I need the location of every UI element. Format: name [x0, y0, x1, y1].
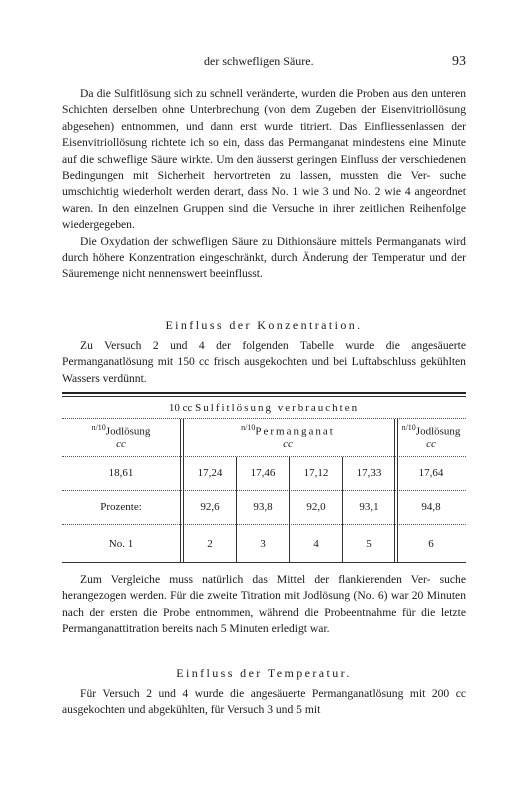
row-divider — [62, 490, 466, 491]
col-divider — [342, 457, 343, 562]
caption-divider — [62, 418, 466, 419]
table-cell: 3 — [260, 538, 266, 550]
table-cell: 18,61 — [108, 467, 134, 479]
table-cell: 94,8 — [421, 501, 441, 513]
table-cell: 17,12 — [303, 467, 329, 479]
col-unit-right: cc — [426, 438, 436, 450]
table-top-rule — [62, 392, 466, 394]
paragraph-sampling: Da die Sulfitlösung sich zu schnell veränderte, wurden die Proben aus den unteren Schichten derselben ohne Unterbrechung (von dem Zugeben der Eisenvitriollösung abgesehen) entnommen, und dann erst wurde titriert. Das Einfliessenlassen der Eisenvitriollösung richtete ich so ein, dass das Permanganat mindestens eine Minute auf die schweflige Säure wirkte. Um den äusserst geringen Einfluss der verschiedenen Bedingungen mit Sicherheit hervortreten zu lassen, mussten die Ver- suche umschichtig wiederholt werden derart, dass No. 1 wie 3 und No. 2 wie 4 angeordnet waren. In den einzelnen Gruppen sind die Versuche in ihrer zeitlichen Reihenfolge wiedergegeben. — [62, 87, 467, 232]
section-heading-temperatur: Einfluss der Temperatur. — [176, 666, 352, 680]
paragraph-konzentration: Zu Versuch 2 und 4 der folgenden Tabelle wurde die angesäuerte Permanganatlösung mit 150 cc frisch ausgekochten und bei Luftabschluss gekühlten Wassers verdünnt. — [62, 339, 466, 385]
body-text-top — [62, 86, 466, 283]
col-divider-double — [394, 419, 395, 562]
col-header-permanganat: $^{n/10}$Permanganat — [241, 423, 335, 438]
paragraph-temperatur: Für Versuch 2 und 4 wurde die angesäuerte Permanganatlösung mit 200 cc ausgekochten und abgekühlten, für Versuch 3 und 5 mit — [62, 687, 466, 717]
table-cell: No. 1 — [108, 538, 134, 550]
section-heading-konzentration: Einfluss der Konzentration. — [165, 318, 363, 332]
table-caption: 10 cc Sulfitlösung verbrauchten — [168, 402, 360, 414]
paragraph-oxydation: Die Oxydation der schwefligen Säure zu Dithionsäure mittels Permanganats wird durch höhere Konzentration eingeschränkt, durch Änderung der Temperatur und der Säuremenge nicht nennenswert beeinflusst. — [62, 234, 466, 281]
page-number: 93 — [452, 54, 466, 69]
table-cell: 17,24 — [197, 467, 223, 479]
col-divider — [236, 457, 237, 562]
col-unit-mid: cc — [283, 438, 293, 450]
table-cell: 93,8 — [253, 501, 273, 513]
table-cell: 17,33 — [356, 467, 382, 479]
table-cell: 6 — [428, 538, 434, 550]
table-cell: 17,64 — [418, 467, 444, 479]
table-cell: 4 — [313, 538, 319, 550]
table-cell: 2 — [207, 538, 213, 550]
col-unit-left: cc — [116, 438, 126, 450]
table-cell: 5 — [366, 538, 372, 550]
col-header-jodloesung-right: $^{n/10}$Jodlösung — [401, 423, 461, 438]
table-cell: Prozente: — [100, 501, 142, 513]
paragraph-after-table: Zum Vergleiche muss natürlich das Mittel der flankierenden Ver- suche herangezogen werden. Für die zweite Titration mit Jodlösung (No. 6) war 20 Minuten nach der ersten die Probe entnommen, während die Probeentnahme für die letzte Permanganattitration bereits nach 5 Minuten erledigt war. — [62, 573, 466, 636]
table-cell: 92,0 — [306, 501, 326, 513]
running-title: der schwefligen Säure. — [204, 54, 314, 68]
page-header — [62, 54, 466, 70]
table-cell: 17,46 — [250, 467, 276, 479]
header-divider — [62, 456, 466, 457]
col-header-jodloesung-left: $^{n/10}$Jodlösung — [91, 423, 151, 438]
table-bottom-rule — [62, 562, 466, 563]
col-divider — [289, 457, 290, 562]
col-divider-double — [180, 419, 181, 562]
row-divider — [62, 524, 466, 525]
table-cell: 93,1 — [359, 501, 379, 513]
col-divider-double — [183, 419, 184, 562]
table-top-rule-thin — [62, 396, 466, 397]
table-cell: 92,6 — [200, 501, 220, 513]
col-divider-double — [397, 419, 398, 562]
